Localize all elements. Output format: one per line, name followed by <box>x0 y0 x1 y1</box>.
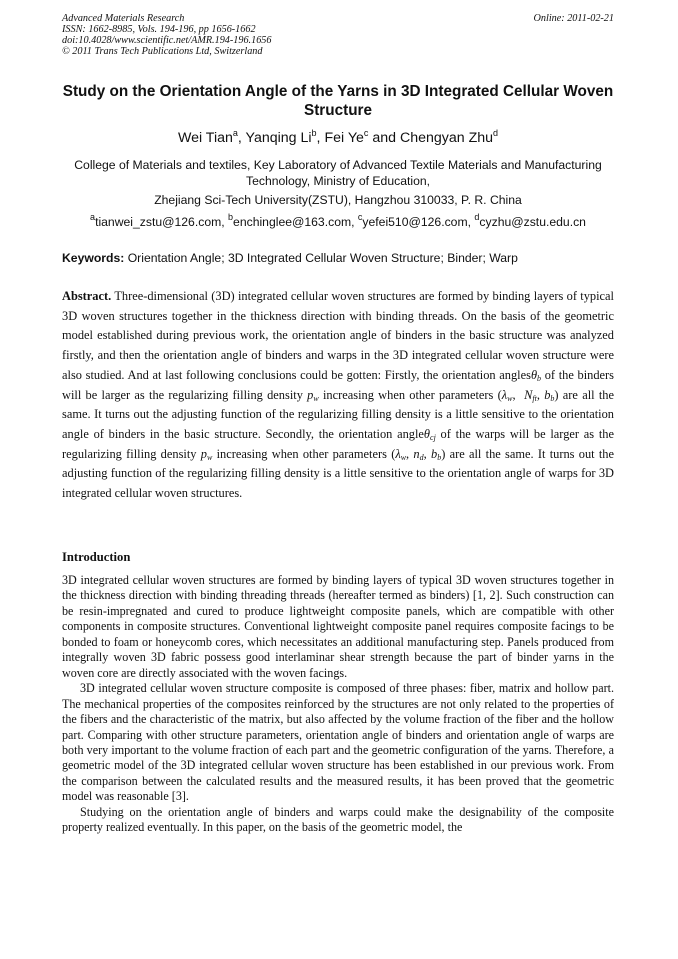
copyright-line: © 2011 Trans Tech Publications Ltd, Switzerland <box>62 46 263 57</box>
abstract: Abstract. Three-dimensional (3D) integrated cellular woven structures are formed by binding layers of typical 3D woven structures together in the thickness direction with binding threads. On the basis of the geometric model established during previous work, the orientation angle of binders in the basic structure was analyzed firstly, and then the orientation angle of binders and warps in the 3D integrated cellular woven structure were also studied. And at last following conclusions could be gotten: Firstly, the orientation anglesθ$_b$ of the binders will be larger as the regularizing filling density $p_w$ increasing when other parameters ($\lambda_w$, $N_{ft}$, $b_b$) are all the same. It turns out the adjusting function of the regularizing filling density is a little sensitive to the orientation angle of binders in the basic structure. Secondly, the orientation angleθ$_{cj}$ of the warps will be larger as the regularizing filling density $p_w$ increasing when other parameters ($\lambda_w$, $n_d$, $b_b$) are all the same. It turns out the adjusting function of the regularizing filling density is a little sensitive to the orientation angle of warps for 3D integrated cellular woven structures. <box>62 289 615 501</box>
email-link[interactable]: cyzhu@zstu.edu.cn <box>479 215 586 229</box>
issn-line: ISSN: 1662-8985, Vols. 194-196, pp 1656-1662 <box>62 24 256 35</box>
journal-name: Advanced Materials Research <box>62 13 185 24</box>
journal-header <box>62 13 614 57</box>
author-separator: , <box>237 130 246 146</box>
abstract-text: ) are all the same. It turns out the adjusting function of the regularizing filling density is a little sensitive to the orientation angle of warps for 3D integrated cellular woven structures. <box>62 446 614 501</box>
author-name: Fei Ye <box>324 130 364 146</box>
paragraph: 3D integrated cellular woven structures are formed by binding layers of typical 3D woven structures together in the thickness direction with binding threading threads (hereafter termed as binders) [1, 2]. Such construction can be resin-impregnated and cured to produce lightweight composite panels, which are compatible with other components in composite structures. Conventional lightweight composite panel requires composite facings to be bonded to foam or honeycomb cores, which necessitates an additional manufacturing step. Panels produced from integrally woven 3D fabric possess good interlaminar shear strength because the part of binder yarns in the woven core are directly associated with the woven facings. <box>62 573 614 680</box>
author-separator: and <box>368 130 400 146</box>
paragraph: Studying on the orientation angle of binders and warps could make the designability of the composite property realized eventually. In this paper, on the basis of the geometric model, the <box>62 804 614 835</box>
abstract-text: of the binders will be larger as the regularizing filling density <box>62 367 615 402</box>
keywords-label: Keywords: <box>62 251 125 265</box>
paper-title: Study on the Orientation Angle of the Yarns in 3D Integrated Cellular Woven Structure <box>62 83 614 119</box>
affiliation-address: Zhejiang Sci-Tech University(ZSTU), Hangzhou 310033, P. R. China <box>154 193 522 207</box>
introduction-body <box>62 573 614 836</box>
abstract-label: Abstract. <box>62 289 112 303</box>
keywords-text: Orientation Angle; 3D Integrated Cellular Woven Structure; Binder; Warp <box>124 251 518 265</box>
email-link[interactable]: enchinglee@163.com <box>233 215 352 229</box>
author-name: Chengyan Zhu <box>399 130 494 146</box>
author-affil-mark: a <box>232 128 238 138</box>
abstract-text: ) are all the same. It turns out the adjusting function of the regularizing filling density is a little sensitive to the orientation angle of binders in the basic structure. Secondly, the orientation angle <box>62 387 614 441</box>
author-list <box>62 129 614 147</box>
section-heading-introduction: Introduction <box>62 550 131 564</box>
author-affil-mark: d <box>493 128 499 138</box>
author-affil-mark: c <box>363 128 369 138</box>
author-emails: $^a$tianwei_zstu@126.com, $^b$enchinglee@163.com, $^c$yefei510@126.com, $^d$cyzhu@zstu.edu.cn <box>90 212 586 229</box>
author-name: Wei Tian <box>177 130 233 146</box>
abstract-text: of the warps will be larger as the regularizing filling density <box>62 426 614 461</box>
abstract-text: increasing when other parameters ( <box>212 446 396 461</box>
author-name: Yanqing Li <box>245 130 312 146</box>
email-link[interactable]: tianwei_zstu@126.com <box>95 215 222 229</box>
abstract-text: increasing when other parameters ( <box>318 387 502 402</box>
email-link[interactable]: yefei510@126.com <box>362 215 468 229</box>
email-mark: c <box>357 212 363 222</box>
affiliation-institution: College of Materials and textiles, Key Laboratory of Advanced Textile Materials and Manufacturing Technology, Ministry of Education, <box>74 158 602 188</box>
paragraph: 3D integrated cellular woven structure composite is composed of three phases: fiber, matrix and hollow part. The mechanical properties of the composites reinforced by the structures are not only related to the properties of the fibers and the characteristic of the matrix, but also affected by the volume fraction of the fiber and the hollow part. Comparing with other structure parameters, orientation angle of binders and orientation angle of warps are both very important to the volume fraction of each part and the geometric configuration of the yarns. Therefore, a geometric model of the 3D integrated cellular woven structure has been established in our previous work. From the comparison between the calculated results and the measured results, it has been proved that the geometric model was reasonable [3]. <box>62 681 614 804</box>
author-affil-mark: b <box>311 128 317 138</box>
doi-line: doi:10.4028/www.scientific.net/AMR.194-196.1656 <box>62 35 272 46</box>
email-mark: a <box>90 212 96 222</box>
keywords <box>62 250 622 266</box>
online-date: Online: 2011-02-21 <box>533 13 614 24</box>
email-mark: b <box>228 212 234 222</box>
author-separator: , <box>316 130 325 146</box>
abstract-text: Three-dimensional (3D) integrated cellular woven structures are formed by binding layers of typical 3D woven structures together in the thickness direction with binding threads. On the basis of the geometric model established during previous work, the orientation angle of binders in the basic structure was analyzed firstly, and then the orientation angle of binders and warps in the 3D integrated cellular woven structure were also studied. And at last following conclusions could be gotten: Firstly, the orientation angles <box>62 289 614 382</box>
email-mark: d <box>474 212 480 222</box>
